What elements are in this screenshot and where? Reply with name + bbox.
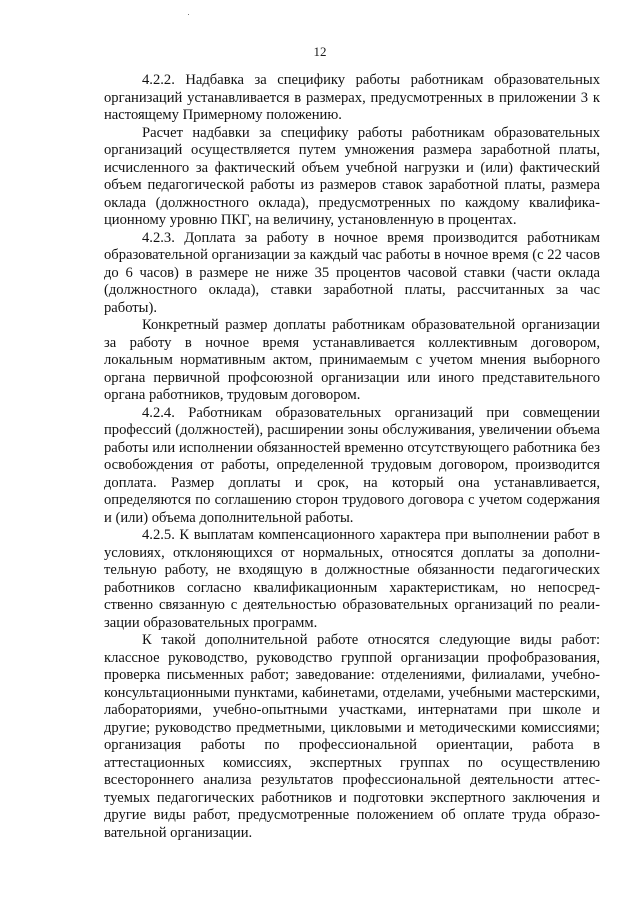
paragraph-specific-bonus-calculation: Расчет надбавки за специфику работы работникам образовательных организаций осуществляется путем умножения размера заработной платы, исчисленного за фактический объем учебной нагрузки и (или) фактический объем педагогической работы из размеров ставок заработной платы, размера оклада (должностного оклада), предусмотренных по каждому квалификационному уровню ПКГ, на величину, установленную в процентах. [104, 124, 600, 228]
paragraph-4-2-5: 4.2.5. К выплатам компенсационного характера при выполнении работ в условиях, отклоняющихся от нормальных, относятся доплаты за дополнительную работу, не входящую в должностные обязанности педагогических работников согласно квалификационным характеристикам, но непосредственно связанную с деятельностью образовательных организаций по реализации образовательных программ. [104, 527, 600, 631]
paragraph-4-2-2: 4.2.2. Надбавка за специфику работы работникам образовательных организаций устанавливается в размерах, предусмотренных в приложении 3 к настоящему Примерному положению. [104, 72, 600, 123]
paragraph-night-work-amount: Конкретный размер доплаты работникам образовательной организации за работу в ночное время устанавливается коллективным договором, локальным нормативным актом, принимаемым с учетом мнения выборного органа первичной профсоюзной организации или иного представительного органа работников, трудовым договором. [104, 317, 600, 403]
paragraph-4-2-3: 4.2.3. Доплата за работу в ночное время производится работникам образовательной организации за каждый час работы в ночное время (с 22 часов до 6 часов) в размере не ниже 35 процентов часовой ставки (части оклада (должностного оклада), ставки заработной платы, рассчитанных за час работы). [104, 229, 600, 316]
scan-speck [188, 14, 189, 15]
paragraph-additional-work-types: К такой дополнительной работе относятся следующие виды работ: классное руководство, руководство группой организации профобразования, проверка письменных работ; заведование: отделениями, филиалами, учебно-консультационными пунктами, кабинетами, отделами, учебными мастерскими, лабораториями, учебно-опытными участками, интернатами при школе и другие; руководство предметными, цикловыми и методическими комиссиями; организация работы по профессиональной ориентации, работа в аттестационных комиссиях, экспертных группах по осуществлению всестороннего анализа результатов профессиональной деятельности аттестуемых педагогических работников и подготовки экспертного заключения и другие виды работ, предусмотренные положением об оплате труда образовательной организации. [104, 632, 600, 841]
page-number: 12 [313, 44, 327, 59]
paragraph-4-2-4: 4.2.4. Работникам образовательных организаций при совмещении профессий (должностей), расширении зоны обслуживания, увеличении объема работы или исполнении обязанностей временно отсутствующего работника без освобождения от работы, определенной трудовым договором, производится доплата. Размер доплаты и срок, на который она устанавливается, определяются по соглашению сторон трудового договора с учетом содержания и (или) объема дополнительной работы. [104, 404, 600, 526]
document-body [104, 72, 600, 842]
